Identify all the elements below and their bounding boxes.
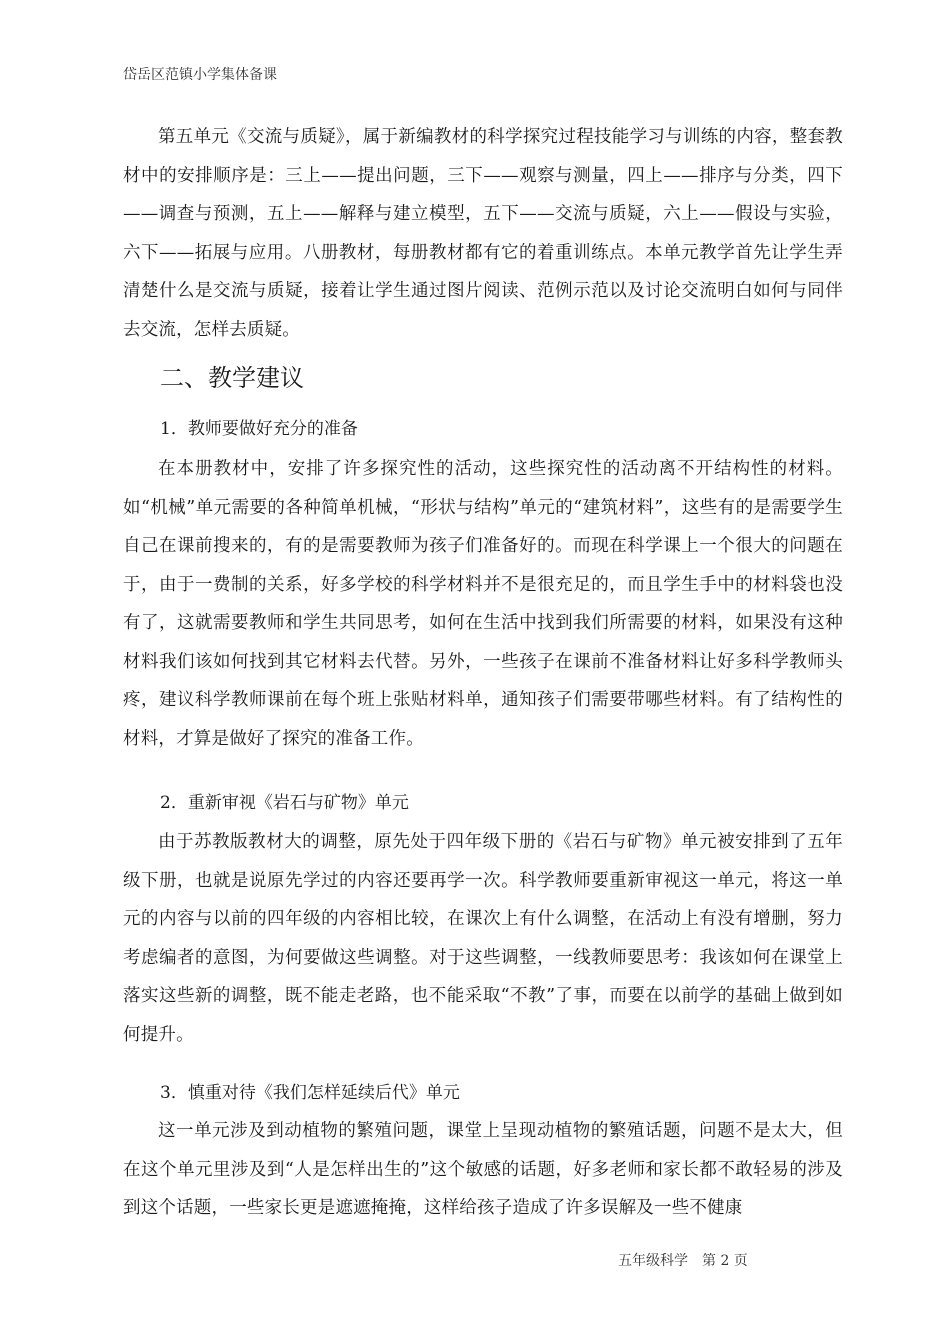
item-2-body: 由于苏教版教材大的调整，原先处于四年级下册的《岩石与矿物》单元被安排到了五年级下册，也就是说原先学过的内容还要再学一次。科学教师要重新审视这一单元，将这一单元的内容与以前的四年级的内容相比较，在课次上有什么调整，在活动上有没有增删，努力考虑编者的意图，为何要做这些调整。对于这些调整，一线教师要思考：我该如何在课堂上落实这些新的调整，既不能走老路，也不能采取“不教”了事，而要在以前学的基础上做到如何提升。 xyxy=(123,832,843,1045)
intro-paragraph: 第五单元《交流与质疑》，属于新编教材的科学探究过程技能学习与训练的内容，整套教材中的安排顺序是：三上——提出问题，三下——观察与测量，四上——排序与分类，四下——调查与预测，五上——解释与建立模型，五下——交流与质疑，六上——假设与实验，六下——拓展与应用。八册教材，每册教材都有它的着重训练点。本单元教学首先让学生弄清楚什么是交流与质疑，接着让学生通过图片阅读、范例示范以及讨论交流明白如何与同伴去交流，怎样去质疑。 xyxy=(123,127,843,340)
page-header: 岱岳区范镇小学集体备课 xyxy=(123,67,277,83)
section-heading: 二、教学建议 xyxy=(160,364,304,392)
page-footer: 五年级科学 第 2 页 xyxy=(618,1253,748,1269)
item-3-body: 这一单元涉及到动植物的繁殖问题，课堂上呈现动植物的繁殖话题，问题不是太大，但在这个单元里涉及到“人是怎样出生的”这个敏感的话题，好多老师和家长都不敢轻易的涉及到这个话题，一些家长更是遮遮掩掩，这样给孩子造成了许多误解及一些不健康 xyxy=(123,1121,843,1218)
item-1-body: 在本册教材中，安排了许多探究性的活动，这些探究性的活动离不开结构性的材料。如“机械”单元需要的各种简单机械，“形状与结构”单元的“建筑材料”，这些有的是需要学生自己在课前搜来的，有的是需要教师为孩子们准备好的。而现在科学课上一个很大的问题在于，由于一费制的关系，好多学校的科学材料并不是很充足的，而且学生手中的材料袋也没有了，这就需要教师和学生共同思考，如何在生活中找到我们所需要的材料，如果没有这种材料我们该如何找到其它材料去代替。另外，一些孩子在课前不准备材料让好多科学教师头疼，建议科学教师课前在每个班上张贴材料单，通知孩子们需要带哪些材料。有了结构性的材料，才算是做好了探究的准备工作。 xyxy=(123,459,843,749)
item-1-heading: 1．教师要做好充分的准备 xyxy=(160,419,358,439)
item-3-heading: 3．慎重对待《我们怎样延续后代》单元 xyxy=(160,1083,460,1103)
item-2-heading: 2．重新审视《岩石与矿物》单元 xyxy=(160,793,409,813)
